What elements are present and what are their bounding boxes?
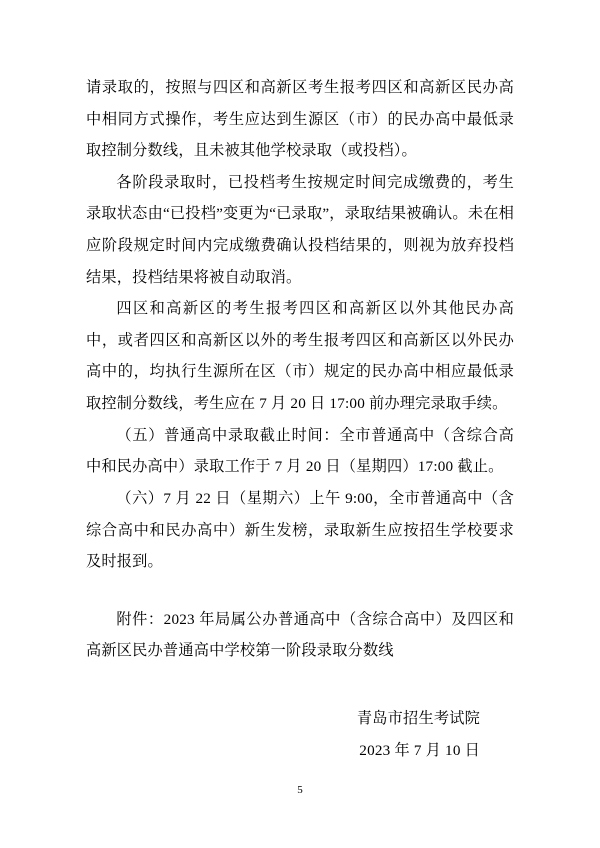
document-body	[86, 72, 514, 667]
signature-issuer: 青岛市招生考试院	[356, 709, 480, 727]
paragraph-cross-district-admission: 四区和高新区的考生报考四区和高新区以外其他民办高中，或者四区和高新区以外的考生报考四区和高新区以外民办高中的，均执行生源所在区（市）规定的民办高中相应最低录取控制分数线，考生应在 7 月 20 日 17:00 前办理完录取手续。	[86, 300, 514, 413]
page-number: 5	[297, 784, 303, 796]
paragraph-item-five-deadline: （五）普通高中录取截止时间：全市普通高中（含综合高中和民办高中）录取工作于 7 月 20 日（星期四）17:00 截止。	[86, 426, 514, 476]
paragraph-continuation: 请录取的，按照与四区和高新区考生报考四区和高新区民办高中相同方式操作，考生应达到生源区（市）的民办高中最低录取控制分数线，且未被其他学校录取（或投档）。	[86, 79, 514, 160]
signature-block	[86, 703, 514, 766]
paragraph-item-six-announcement: （六）7 月 22 日（星期六）上午 9:00，全市普通高中（含综合高中和民办高中）新生发榜，录取新生应按招生学校要求及时报到。	[86, 489, 514, 571]
attachment-note: 附件：2023 年局属公办普通高中（含综合高中）及四区和高新区民办普通高中学校第一阶段录取分数线	[86, 610, 514, 660]
paragraph-payment-confirmation: 各阶段录取时，已投档考生按规定时间完成缴费的，考生录取状态由“已投档”变更为“已录取”，录取结果被确认。未在相应阶段规定时间内完成缴费确认投档结果的，则视为放弃投档结果，投档结果将被自动取消。	[86, 173, 514, 286]
signature-date: 2023 年 7 月 10 日	[359, 741, 480, 759]
